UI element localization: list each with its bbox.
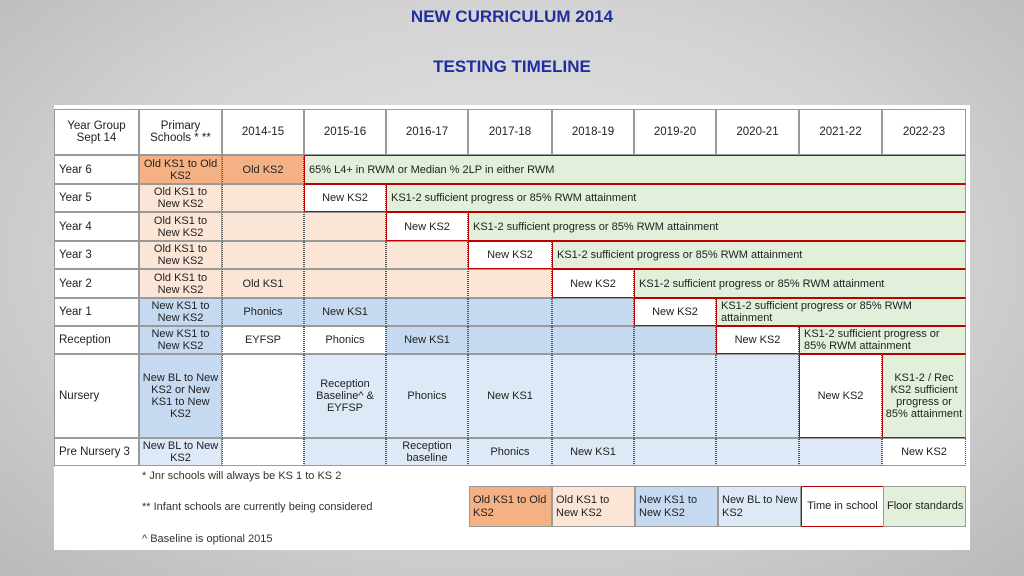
legend-key-1: Old KS1 to Old KS2 (469, 486, 552, 527)
test-cell: Old KS2 (222, 155, 304, 184)
legend-key-3: New KS1 to New KS2 (635, 486, 718, 527)
timeline-cell (386, 241, 468, 269)
timeline-cell (304, 212, 386, 241)
floor-standard-cell: KS1-2 sufficient progress or 85% RWM attainment (799, 326, 966, 354)
slide-subtitle: TESTING TIMELINE (433, 57, 591, 76)
floor-standard-cell: KS1-2 sufficient progress or 85% RWM attainment (552, 241, 966, 269)
header-cell: 2022-23 (882, 109, 966, 155)
primary-schools-cell: Old KS1 to New KS2 (139, 212, 222, 241)
timeline-cell (386, 269, 468, 298)
timeline-cell (304, 438, 386, 466)
test-cell: Phonics (304, 326, 386, 354)
timeline-cell (222, 241, 304, 269)
test-cell: Reception baseline (386, 438, 468, 466)
primary-schools-cell: Old KS1 to New KS2 (139, 269, 222, 298)
header-cell: 2018-19 (552, 109, 634, 155)
test-cell: Phonics (222, 298, 304, 326)
timeline-cell (304, 269, 386, 298)
testing-timeline-table (54, 109, 970, 464)
test-cell: New KS1 (304, 298, 386, 326)
year-group-cell: Year 2 (54, 269, 139, 298)
test-cell: Old KS1 (222, 269, 304, 298)
primary-schools-cell: New KS1 to New KS2 (139, 326, 222, 354)
floor-standard-cell: KS1-2 sufficient progress or 85% RWM attainment (716, 298, 966, 326)
footnote-infant-schools: ** Infant schools are currently being considered (142, 501, 373, 513)
test-cell: Reception Baseline^ & EYFSP (304, 354, 386, 438)
test-cell: EYFSP (222, 326, 304, 354)
year-group-cell: Year 3 (54, 241, 139, 269)
header-cell: 2020-21 (716, 109, 799, 155)
floor-standard-cell: KS1-2 sufficient progress or 85% RWM attainment (634, 269, 966, 298)
test-cell: New KS2 (634, 298, 716, 326)
header-cell: 2017-18 (468, 109, 552, 155)
test-cell: New KS2 (882, 438, 966, 466)
primary-schools-cell: New BL to New KS2 (139, 438, 222, 466)
footnote-baseline: ^ Baseline is optional 2015 (142, 533, 273, 545)
year-group-cell: Reception (54, 326, 139, 354)
floor-standard-cell: KS1-2 sufficient progress or 85% RWM attainment (386, 184, 966, 212)
legend-key-4: New BL to New KS2 (718, 486, 801, 527)
timeline-cell (799, 438, 882, 466)
timeline-cell (304, 241, 386, 269)
timeline-cell (222, 354, 304, 438)
timeline-cell (634, 354, 716, 438)
timeline-cell (222, 184, 304, 212)
legend-key-5: Time in school (801, 486, 884, 527)
primary-schools-cell: Old KS1 to New KS2 (139, 184, 222, 212)
header-cell: 2014-15 (222, 109, 304, 155)
timeline-cell (716, 438, 799, 466)
test-cell: New KS2 (552, 269, 634, 298)
timeline-cell (468, 326, 552, 354)
footnote-junior-schools: * Jnr schools will always be KS 1 to KS 2 (142, 470, 342, 482)
header-cell: 2019-20 (634, 109, 716, 155)
test-cell: New KS1 (468, 354, 552, 438)
floor-standard-cell: KS1-2 / Rec KS2 sufficient progress or 85% attainment (882, 354, 966, 438)
header-cell: Primary Schools * ** (139, 109, 222, 155)
timeline-cell (552, 298, 634, 326)
test-cell: Phonics (386, 354, 468, 438)
legend-key-6: Floor standards (883, 486, 966, 527)
year-group-cell: Year 4 (54, 212, 139, 241)
year-group-cell: Year 5 (54, 184, 139, 212)
header-cell: Year Group Sept 14 (54, 109, 139, 155)
timeline-cell (634, 326, 716, 354)
timeline-cell (386, 298, 468, 326)
timeline-cell (222, 212, 304, 241)
timeline-cell (468, 298, 552, 326)
timeline-cell (222, 438, 304, 466)
floor-standard-cell: KS1-2 sufficient progress or 85% RWM attainment (468, 212, 966, 241)
year-group-cell: Nursery (54, 354, 139, 438)
test-cell: Phonics (468, 438, 552, 466)
test-cell: New KS1 (386, 326, 468, 354)
year-group-cell: Pre Nursery 3 (54, 438, 139, 466)
test-cell: New KS2 (386, 212, 468, 241)
timeline-cell (552, 354, 634, 438)
primary-schools-cell: New KS1 to New KS2 (139, 298, 222, 326)
header-cell: 2021-22 (799, 109, 882, 155)
primary-schools-cell: Old KS1 to New KS2 (139, 241, 222, 269)
primary-schools-cell: New BL to New KS2 or New KS1 to New KS2 (139, 354, 222, 438)
test-cell: New KS2 (468, 241, 552, 269)
timeline-cell (716, 354, 799, 438)
legend-key-2: Old KS1 to New KS2 (552, 486, 635, 527)
slide-title: NEW CURRICULUM 2014 (410, 7, 614, 26)
test-cell: New KS2 (304, 184, 386, 212)
year-group-cell: Year 1 (54, 298, 139, 326)
timeline-cell (468, 269, 552, 298)
test-cell: New KS2 (799, 354, 882, 438)
floor-standard-cell: 65% L4+ in RWM or Median % 2LP in either RWM (304, 155, 966, 184)
header-cell: 2015-16 (304, 109, 386, 155)
timeline-cell (634, 438, 716, 466)
primary-schools-cell: Old KS1 to Old KS2 (139, 155, 222, 184)
year-group-cell: Year 6 (54, 155, 139, 184)
timeline-cell (552, 326, 634, 354)
test-cell: New KS2 (716, 326, 799, 354)
test-cell: New KS1 (552, 438, 634, 466)
timeline-table-sheet (54, 105, 970, 550)
header-cell: 2016-17 (386, 109, 468, 155)
